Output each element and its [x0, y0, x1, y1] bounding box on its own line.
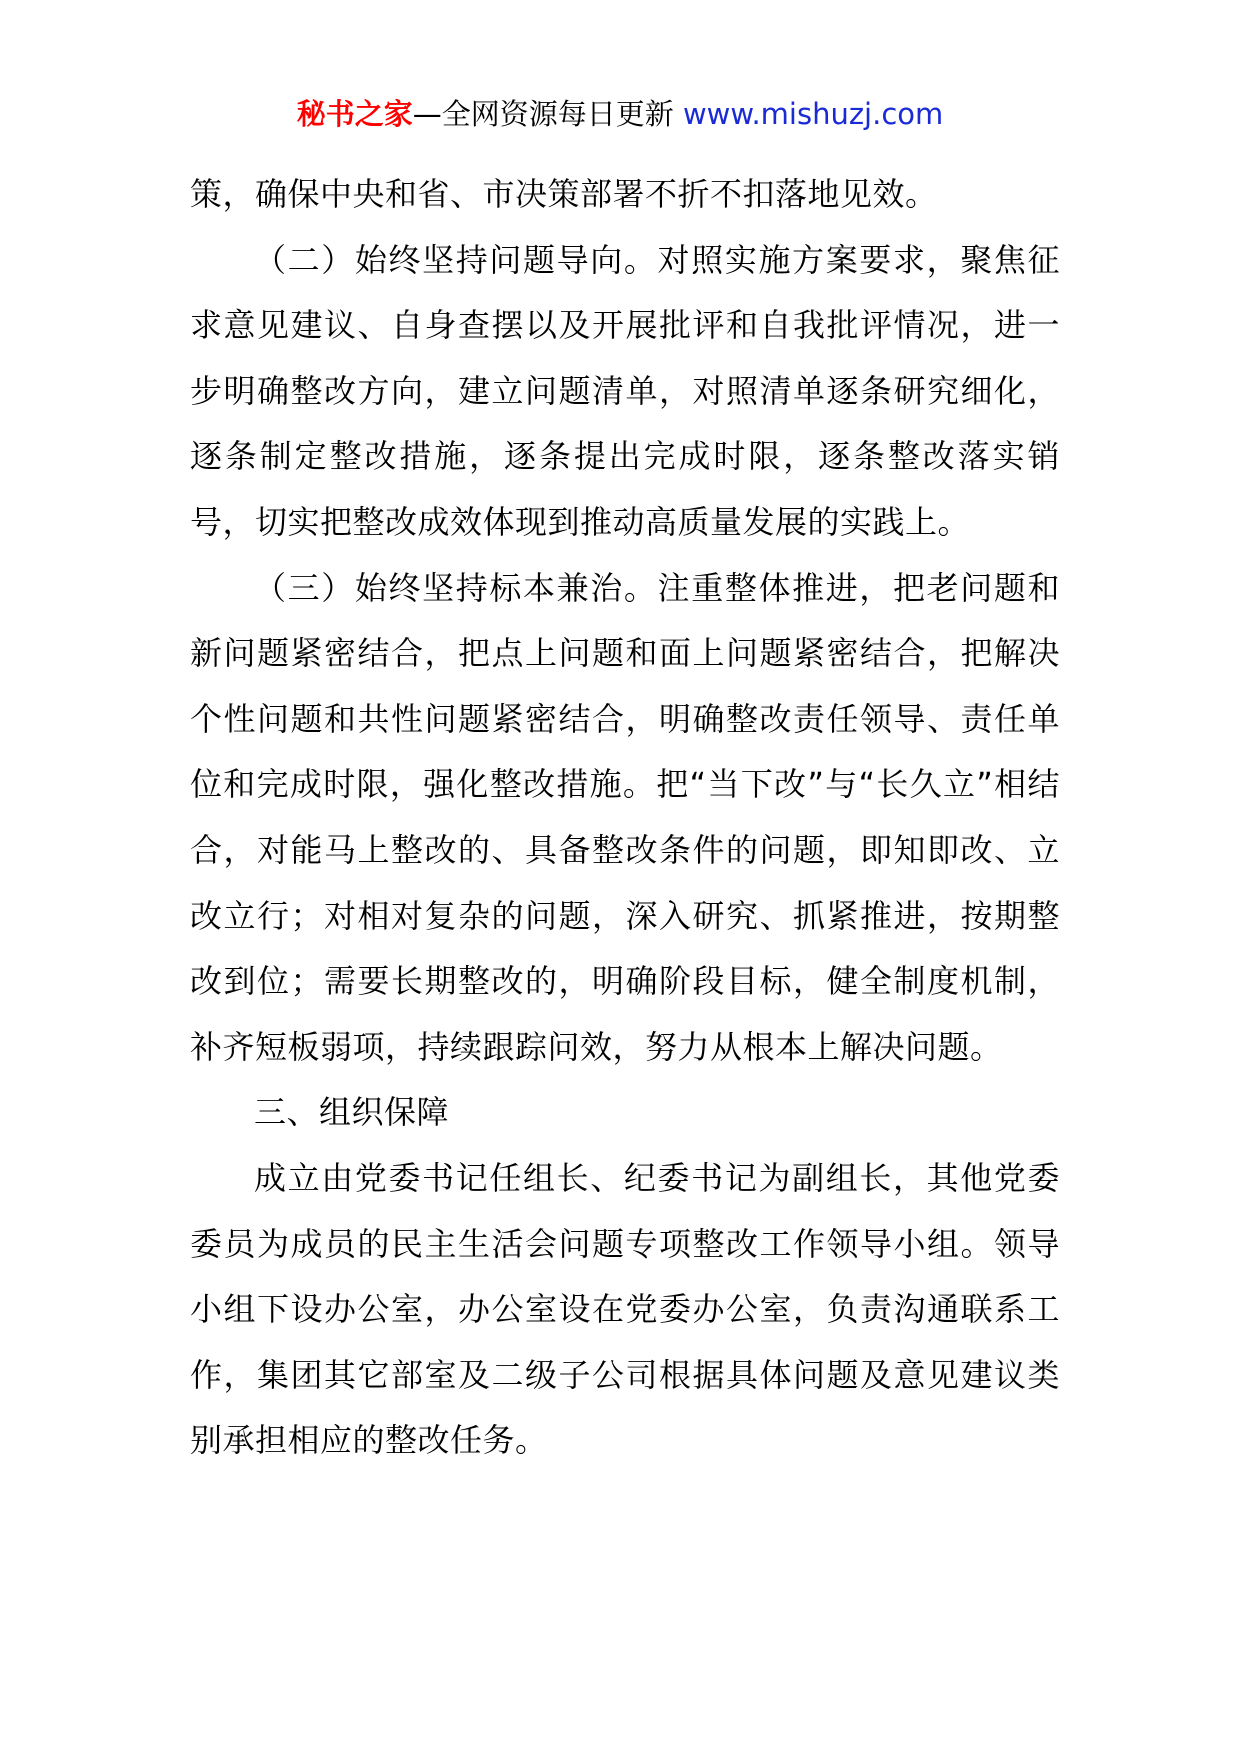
section-heading-organization: 三、组织保障: [254, 1093, 450, 1132]
document-body: [190, 162, 1060, 1474]
paragraph-problem-orientation: （二）始终坚持问题导向。对照实施方案要求，聚焦征求意见建议、自身查摆以及开展批评和自我批评情况，进一步明确整改方向，建立问题清单，对照清单逐条研究细化，逐条制定整改措施，逐条提出完成时限，逐条整改落实销号，切实把整改成效体现到推动高质量发展的实践上。: [190, 240, 1060, 541]
site-header: [0, 94, 1240, 134]
site-url-link[interactable]: www.mishuzj.com: [682, 97, 944, 131]
brand-name: 秘书之家: [296, 97, 413, 131]
paragraph-continuation: 策，确保中央和省、市决策部署不折不扣落地见效。: [190, 175, 938, 213]
paragraph-root-and-branch: （三）始终坚持标本兼治。注重整体推进，把老问题和新问题紧密结合，把点上问题和面上问题紧密结合，把解决个性问题和共性问题紧密结合，明确整改责任领导、责任单位和完成时限，强化整改措施。把“当下改”与“长久立”相结合，对能马上整改的、具备整改条件的问题，即知即改、立改立行；对相对复杂的问题，深入研究、抓紧推进，按期整改到位；需要长期整改的，明确阶段目标，健全制度机制，补齐短板弱项，持续跟踪问效，努力从根本上解决问题。: [190, 568, 1060, 1066]
paragraph-leading-group: 成立由党委书记任组长、纪委书记为副组长，其他党委委员为成员的民主生活会问题专项整改工作领导小组。领导小组下设办公室，办公室设在党委办公室，负责沟通联系工作，集团其它部室及二级子公司根据具体问题及意见建议类别承担相应的整改任务。: [190, 1158, 1060, 1460]
header-tagline: —全网资源每日更新: [412, 97, 674, 131]
